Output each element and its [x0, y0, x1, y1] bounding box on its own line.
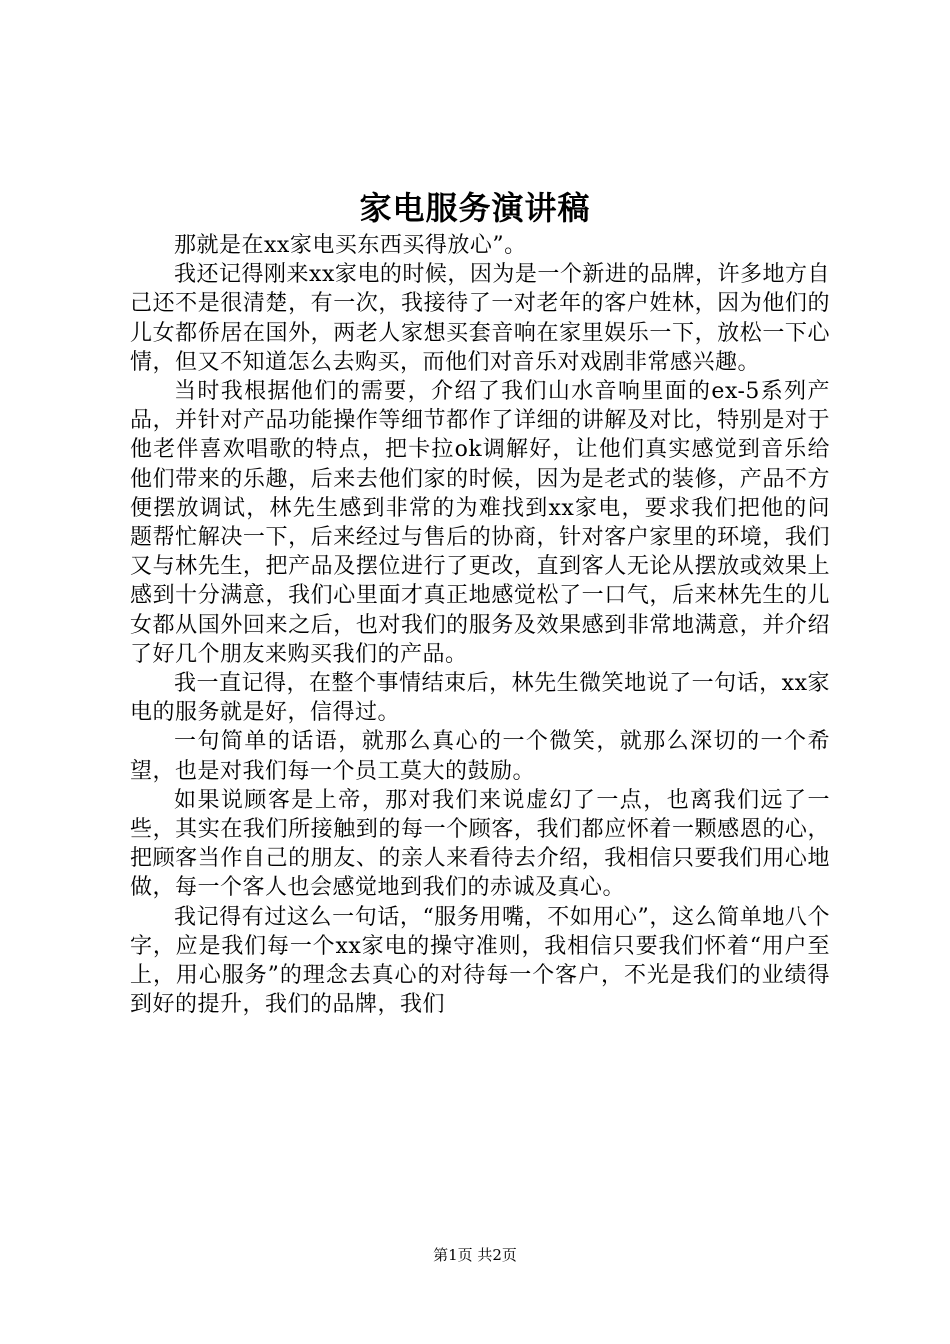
paragraph-7: 我记得有过这么一句话，“服务用嘴，不如用心”，这么简单地八个字，应是我们每一个xx家电的操守准则，我相信只要我们怀着“用户至上，用心服务”的理念去真心的对待每一个客户，不光是我们的业绩得到好的提升，我们的品牌，我们: [130, 904, 830, 1018]
paragraph-3: 当时我根据他们的需要，介绍了我们山水音响里面的ex-5系列产品，并针对产品功能操作等细节都作了详细的讲解及对比，特别是对于他老伴喜欢唱歌的特点，把卡拉ok调解好，让他们真实感觉到音乐给他们带来的乐趣，后来去他们家的时候，因为是老式的装修，产品不方便摆放调试，林先生感到非常的为难找到xx家电，要求我们把他的问题帮忙解决一下，后来经过与售后的协商，针对客户家里的环境，我们又与林先生，把产品及摆位进行了更改，直到客人无论从摆放或效果上感到十分满意，我们心里面才真正地感觉松了一口气，后来林先生的儿女都从国外回来之后，也对我们的服务及效果感到非常地满意，并介绍了好几个朋友来购买我们的产品。: [130, 379, 830, 667]
document-title: 家电服务演讲稿: [359, 189, 591, 227]
paragraph-2: 我还记得刚来xx家电的时候，因为是一个新进的品牌，许多地方自己还不是很清楚，有一次，我接待了一对老年的客户姓林，因为他们的儿女都侨居在国外，两老人家想买套音响在家里娱乐一下，放松一下心情，但又不知道怎么去购买，而他们对音乐对戏剧非常感兴趣。: [130, 262, 830, 375]
paragraph-4: 我一直记得，在整个事情结束后，林先生微笑地说了一句话，xx家电的服务就是好，信得过。: [130, 671, 830, 726]
paragraph-1: 那就是在xx家电买东西买得放心”。: [174, 233, 527, 258]
document-body: [130, 231, 830, 1019]
page-number-footer: 第1页 共2页: [433, 1246, 517, 1264]
paragraph-6: 如果说顾客是上帝，那对我们来说虚幻了一点，也离我们远了一些，其实在我们所接触到的每一个顾客，我们都应怀着一颗感恩的心，把顾客当作自己的朋友、的亲人来看待去介绍，我相信只要我们用心地做，每一个客人也会感觉地到我们的赤诚及真心。: [130, 787, 830, 901]
paragraph-5: 一句简单的话语，就那么真心的一个微笑，就那么深切的一个希望，也是对我们每一个员工莫大的鼓励。: [130, 729, 830, 784]
